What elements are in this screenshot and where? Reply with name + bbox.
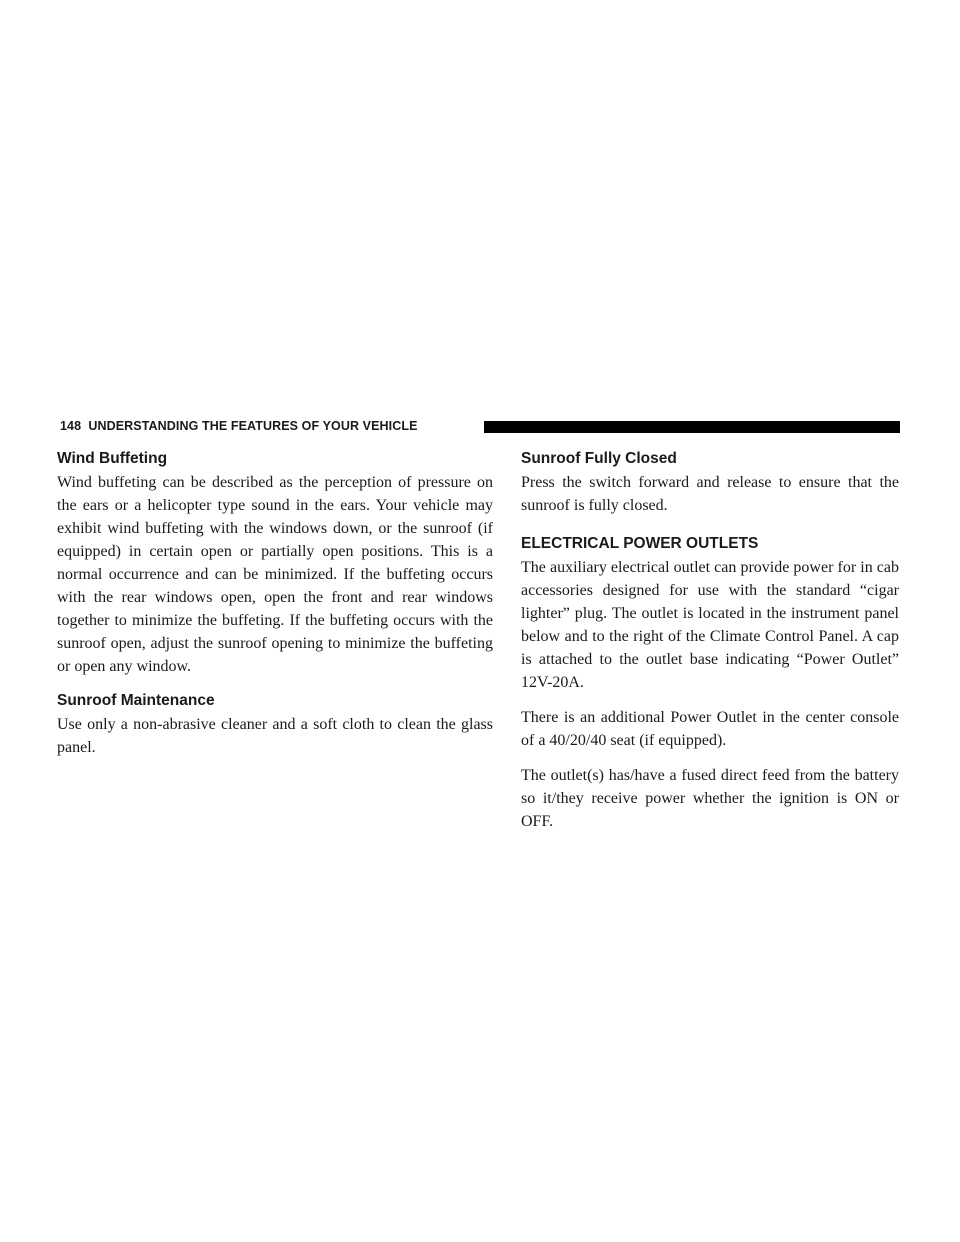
sunroof-maintenance-heading: Sunroof Maintenance — [57, 692, 215, 709]
page-header-text — [60, 419, 418, 433]
sunroof-maintenance-body: Use only a non-abrasive cleaner and a soft cloth to clean the glass panel. — [57, 716, 493, 756]
power-outlets-paragraph-1: The auxiliary electrical outlet can provide power for in cab accessories designed for use with the standard “cigar lighter” plug. The outlet is located in the instrument panel below and to the right of the Climate Control Panel. A cap is attached to the outlet base indicating “Power Outlet” 12V-20A. — [521, 559, 899, 691]
power-outlets-paragraph-3: The outlet(s) has/have a fused direct feed from the battery so it/they receive power whether the ignition is ON or OFF. — [521, 767, 899, 830]
header-rule-bar — [484, 421, 900, 433]
power-outlets-paragraph-2: There is an additional Power Outlet in the center console of a 40/20/40 seat (if equipped). — [521, 709, 899, 749]
wind-buffeting-heading: Wind Buffeting — [57, 450, 168, 467]
sunroof-fully-closed-body: Press the switch forward and release to ensure that the sunroof is fully closed. — [521, 474, 899, 514]
left-column — [57, 450, 493, 759]
page-number: 148 — [60, 419, 82, 433]
section-title: UNDERSTANDING THE FEATURES OF YOUR VEHICLE — [88, 419, 418, 433]
sunroof-fully-closed-heading: Sunroof Fully Closed — [521, 450, 677, 467]
right-column — [521, 450, 899, 845]
wind-buffeting-body: Wind buffeting can be described as the perception of pressure on the ears or a helicopter type sound in the ears. Your vehicle may exhibit wind buffeting with the windows down, or the sunroof (if equipped) in certain open or partially open positions. This is a normal occurrence and can be minimized. If the buffeting occurs with the rear windows open, open the front and rear windows together to minimize the buffeting. If the buffeting occurs with the sunroof open, adjust the sunroof opening to minimize the buffeting or open any window. — [57, 474, 493, 675]
electrical-power-outlets-heading: ELECTRICAL POWER OUTLETS — [521, 535, 759, 552]
page-header — [60, 417, 900, 439]
